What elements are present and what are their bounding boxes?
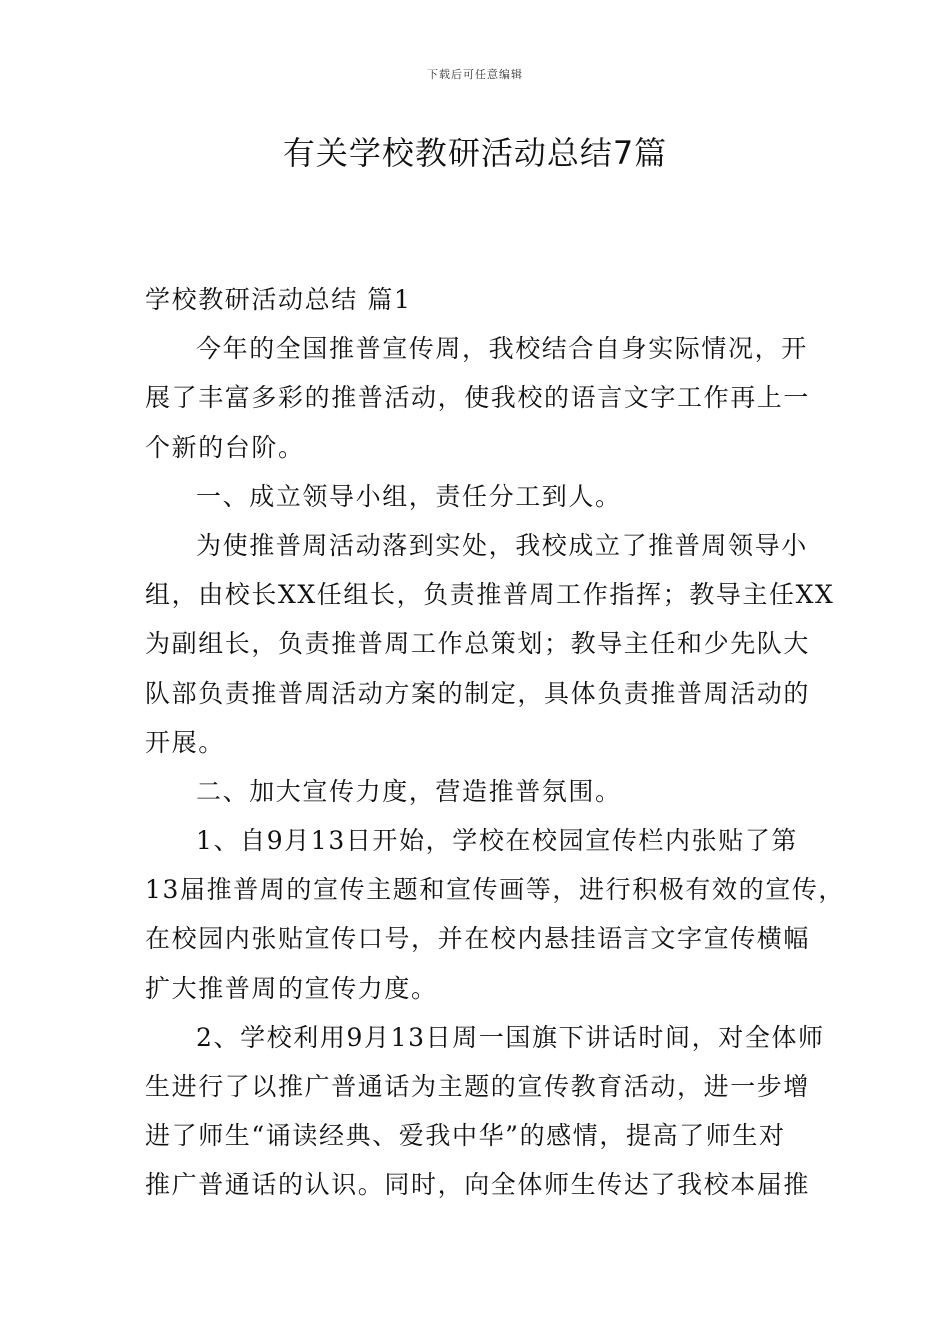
body-line: 进了师生“诵读经典、爱我中华”的感情，提高了师生对 [145,1121,786,1151]
body-line: 队部负责推普周活动方案的制定，具体负责推普周活动的 [145,678,811,708]
subsection-heading: 一、成立领导小组，责任分工到人。 [196,481,622,511]
body-line: 生进行了以推广普通话为主题的宣传教育活动，进一步增 [145,1072,811,1101]
subsection-heading: 二、加大宣传力度，营造推普氛围。 [196,776,622,806]
body-line: 为副组长，负责推普周工作总策划；教导主任和少先队大 [145,629,811,659]
body-line: 开展。 [145,727,225,757]
body-line: 1、自9月13日开始，学校在校园宣传栏内张贴了第 [196,826,799,856]
header-note: 下载后可任意编辑 [427,68,523,81]
body-line: 展了丰富多彩的推普活动，使我校的语言文字工作再上一 [145,383,811,413]
body-line: 为使推普周活动落到实处，我校成立了推普周领导小 [196,530,808,560]
body-line: 2、学校利用9月13日周一国旗下讲话时间，对全体师 [196,1022,825,1052]
document-title: 有关学校教研活动总结7篇 [282,134,668,172]
body-line: 13届推普周的宣传主题和宣传画等，进行积极有效的宣传， [145,875,846,905]
body-line: 组，由校长XX任组长，负责推普周工作指挥；教导主任XX [145,580,835,610]
document-body [145,280,846,1215]
body-line: 扩大推普周的宣传力度。 [145,973,438,1003]
body-line: 今年的全国推普宣传周，我校结合自身实际情况，开 [196,334,808,364]
section-heading: 学校教研活动总结 篇1 [145,285,412,314]
body-line: 推广普通话的认识。同时，向全体师生传达了我校本届推 [145,1170,811,1200]
body-line: 个新的台阶。 [145,432,305,462]
body-line: 在校园内张贴宣传口号，并在校内悬挂语言文字宣传横幅 [145,924,811,954]
